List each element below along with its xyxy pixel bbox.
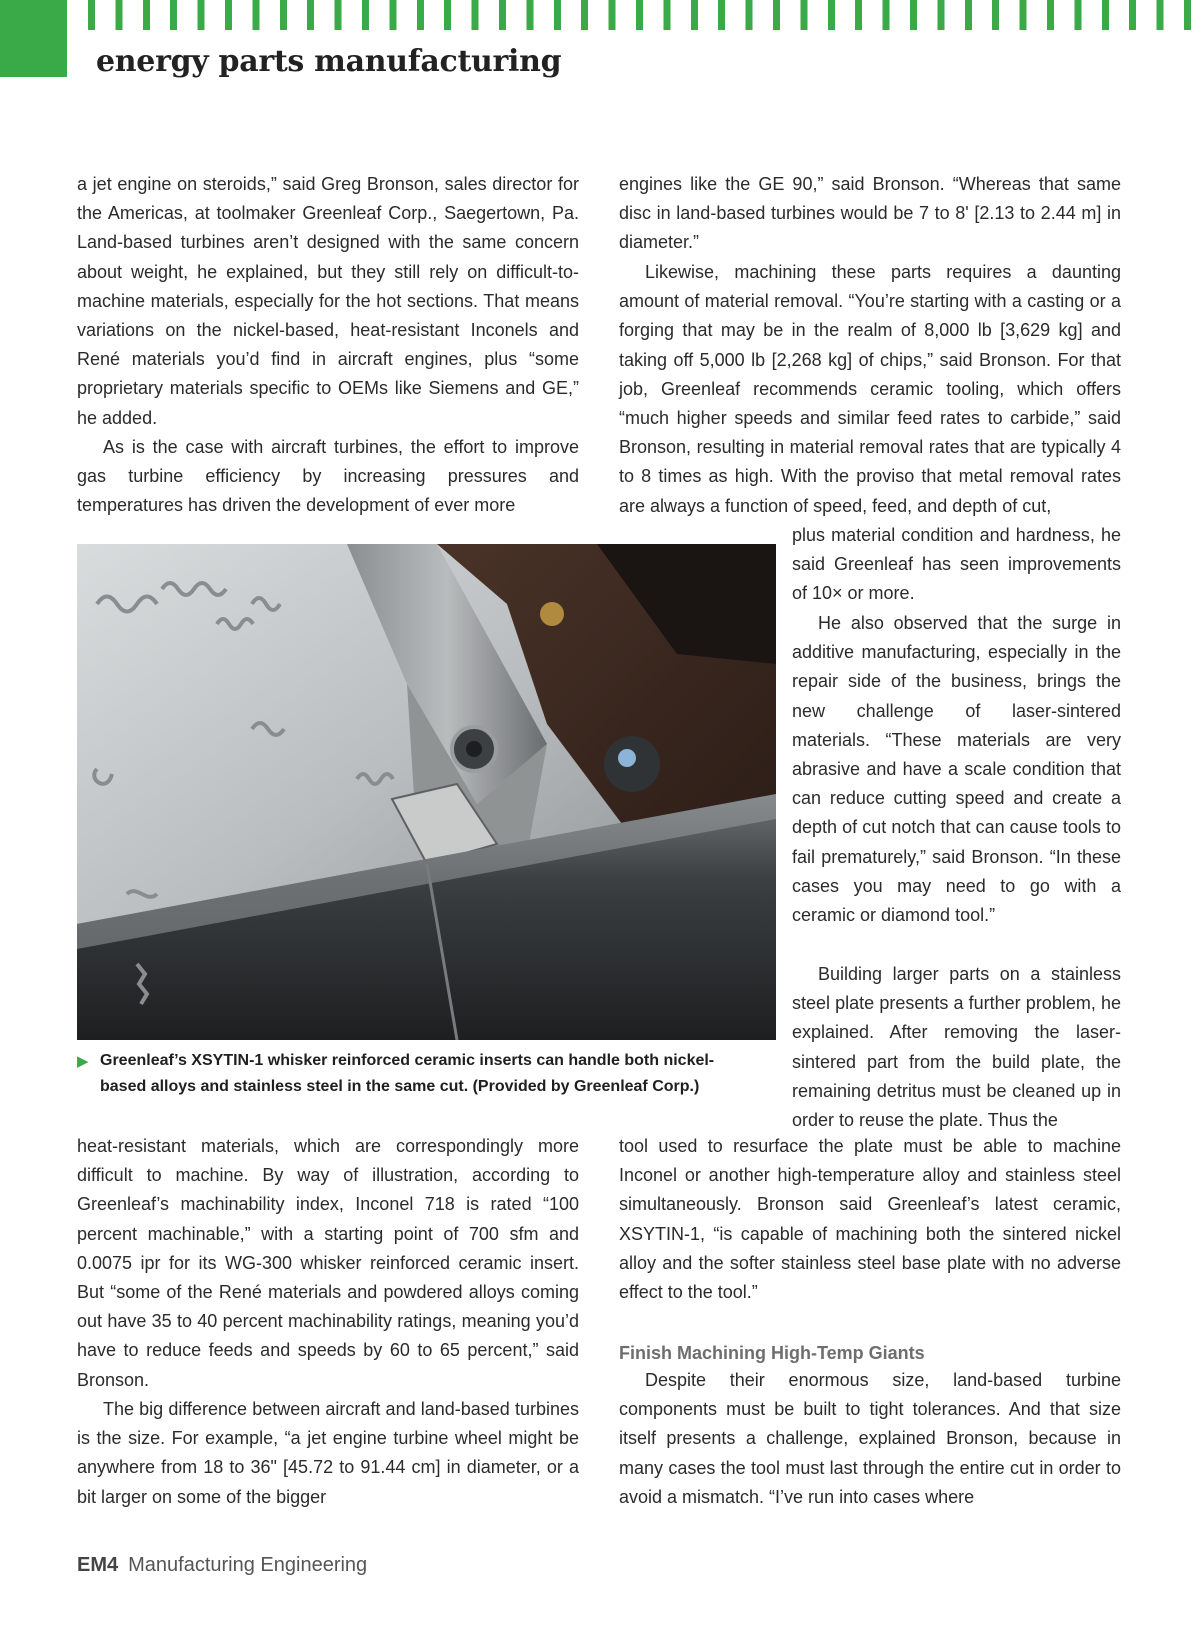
- page-footer: [77, 1554, 367, 1577]
- machining-photo-illustration: [77, 544, 776, 1040]
- caption-text: Greenleaf’s XSYTIN-1 whisker reinforced ceramic inserts can handle both nickel-based alloys and stainless steel in the same cut. (Provided by Greenleaf Corp.): [100, 1052, 715, 1095]
- section-title: energy parts manufacturing: [96, 44, 562, 79]
- left-paragraph-3: heat-resistant materials, which are correspondingly more difficult to machine. By way of illustration, according to Greenleaf’s machinability index, Inconel 718 is rated “100 percent machinable,” with a starting point of 700 sfm and 0.0075 ipr for its WG-300 whisker reinforced ceramic insert. But “some of the René materials and powdered alloys coming out have 35 to 40 percent machinability ratings, meaning you’d have to reduce feeds and speeds by 60 to 65 percent,” said Bronson.: [77, 1136, 579, 1390]
- subhead-finish-machining: Finish Machining High-Temp Giants: [619, 1343, 925, 1363]
- right-paragraph-1: engines like the GE 90,” said Bronson. “Whereas that same disc in land-based turbines would be 7 to 8' [2.13 to 2.44 m] in diameter.”: [619, 174, 1121, 253]
- right-paragraph-2: Likewise, machining these parts requires a daunting amount of material removal. “You’re starting with a casting or a forging that may be in the realm of 8,000 lb [3,629 kg] and taking off 5,000 lb [2,268 kg] of chips,” said Bronson. For that job, Greenleaf recommends ceramic tooling, which offers “much higher speeds and similar feed rates to carbide,” said Bronson, resulting in material removal rates that are typically 4 to 8 times as high. With the proviso that metal removal rates are always a function of speed, feed, and depth of cut,: [619, 262, 1121, 516]
- header-accent-block: [0, 0, 67, 77]
- right-paragraph-4-continued: tool used to resurface the plate must be able to machine Inconel or another high-temperature alloy and stainless steel simultaneously. Bronson said Greenleaf’s latest ceramic, XSYTIN-1, “is capable of machining both the sintered nickel alloy and the softer stainless steel base plate with no adverse effect to the tool.”: [619, 1136, 1121, 1303]
- right-paragraph-3: He also observed that the surge in additive manufacturing, especially in the repair side of the business, brings the new challenge of laser-sintered materials. “These materials are very abrasive and have a scale condition that can reduce cutting speed and create a depth of cut notch that can cause tools to fail prematurely,” said Bronson. “In these cases you may need to go with a ceramic or diamond tool.”: [792, 613, 1121, 926]
- left-paragraph-1: a jet engine on steroids,” said Greg Bronson, sales director for the Americas, at toolmaker Greenleaf Corp., Saegertown, Pa. Land-based turbines aren’t designed with the same concern about weight, he explained, but they still rely on difficult-to-machine materials, especially for the hot sections. That means variations on the nickel-based, heat-resistant Inconels and René materials you’d find in aircraft engines, plus “some proprietary materials specific to OEMs like Siemens and GE,” he added.: [77, 174, 579, 428]
- right-paragraph-2-continued: plus material condition and hardness, he said Greenleaf has seen improvements of 10× or more.: [792, 525, 1121, 604]
- right-paragraph-4: Building larger parts on a stainless steel plate presents a further problem, he explained. After removing the laser-sintered part from the build plate, the remaining detritus must be cleaned up in order to reuse the plate. Thus the: [792, 964, 1121, 1131]
- header-tick-strip: [88, 0, 1200, 30]
- right-paragraph-5: Despite their enormous size, land-based turbine components must be built to tight tolerances. And that size itself presents a challenge, explained Bronson, because in many cases the tool must last through the entire cut in order to avoid a mismatch. “I’ve run into cases where: [619, 1370, 1121, 1507]
- figure-caption: [77, 1048, 757, 1100]
- page-number: EM4: [77, 1554, 119, 1576]
- caption-arrow-icon: ▶: [77, 1053, 89, 1070]
- left-paragraph-2: As is the case with aircraft turbines, the effort to improve gas turbine efficiency by increasing pressures and temperatures has driven the development of ever more: [77, 437, 579, 516]
- publication-name: Manufacturing Engineering: [128, 1554, 368, 1576]
- figure-photo: [77, 544, 776, 1040]
- left-paragraph-4: The big difference between aircraft and land-based turbines is the size. For example, “a jet engine turbine wheel might be anywhere from 18 to 36" [45.72 to 91.44 cm] in diameter, or a bit larger on some of the bigger: [77, 1399, 579, 1507]
